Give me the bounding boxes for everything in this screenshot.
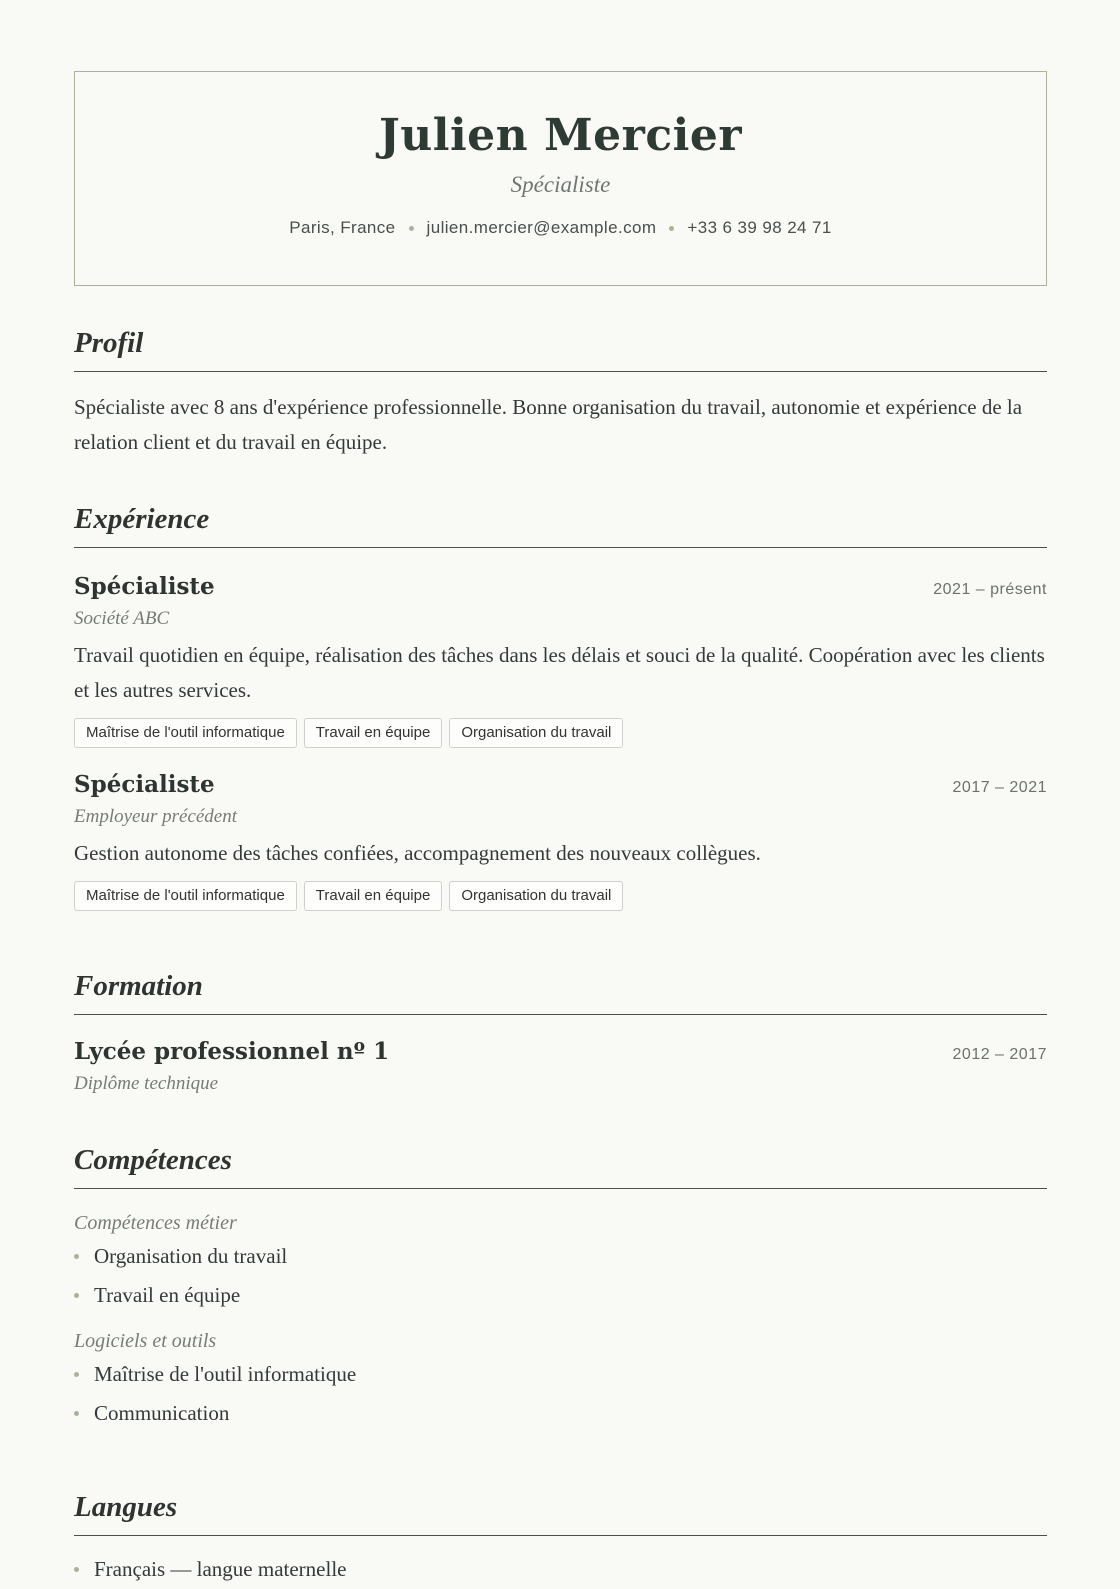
list-item-text: Organisation du travail (94, 1244, 288, 1268)
section-title-education: Formation (74, 968, 1047, 1015)
skill-tag: Maîtrise de l'outil informatique (74, 881, 297, 911)
languages-list (74, 1550, 1047, 1589)
bullet-icon (74, 1293, 79, 1298)
bullet-icon (74, 1372, 79, 1377)
entry-description: Gestion autonome des tâches confiées, accompagnement des nouveaux collègues. (74, 841, 761, 865)
entry-header (74, 572, 1047, 602)
entry-school: Lycée professionnel nº 1 (74, 1038, 390, 1065)
entry-role: Spécialiste (74, 771, 215, 798)
contact-email[interactable]: julien.mercier@example.com (426, 218, 657, 237)
entry-description: Travail quotidien en équipe, réalisation des tâches dans les délais et souci de la qualité. Coopération avec les clients et les autres services. (74, 643, 1045, 702)
list-item (74, 1394, 1047, 1433)
section-experience (74, 501, 1047, 911)
resume-header (74, 71, 1047, 286)
experience-entry (74, 572, 1047, 748)
section-education (74, 968, 1047, 1097)
section-title-skills: Compétences (74, 1142, 1047, 1189)
list-item-text: Français — langue maternelle (94, 1557, 347, 1581)
bullet-icon (74, 1567, 79, 1572)
bullet-icon (74, 1254, 79, 1259)
section-title-languages: Langues (74, 1489, 1047, 1536)
skills-group (74, 1209, 1047, 1315)
skill-tag: Travail en équipe (304, 881, 443, 911)
entry-degree: Diplôme technique (74, 1073, 219, 1094)
section-languages (74, 1489, 1047, 1589)
section-title-profile: Profil (74, 325, 1047, 372)
profile-text: Spécialiste avec 8 ans d'expérience professionnelle. Bonne organisation du travail, autonomie et expérience de la relation client et du travail en équipe. (74, 395, 1023, 454)
separator-dot-icon (409, 226, 414, 231)
skill-tag: Travail en équipe (304, 718, 443, 748)
contact-location: Paris, France (289, 218, 396, 237)
entry-header (74, 1037, 1047, 1067)
list-item-text: Communication (94, 1401, 230, 1425)
list-item (74, 1276, 1047, 1315)
list-item (74, 1355, 1047, 1394)
section-profile (74, 325, 1047, 460)
skills-list (74, 1355, 1047, 1433)
entry-company: Employeur précédent (74, 806, 238, 827)
list-item-text: Maîtrise de l'outil informatique (94, 1362, 357, 1386)
candidate-title: Spécialiste (510, 172, 611, 197)
entry-header (74, 770, 1047, 800)
entry-dates: 2012 – 2017 (952, 1046, 1047, 1063)
contact-line (75, 218, 1046, 238)
skill-tag: Organisation du travail (449, 881, 623, 911)
skills-group-label: Compétences métier (74, 1212, 237, 1234)
entry-dates: 2017 – 2021 (952, 779, 1047, 796)
entry-tags (74, 881, 1047, 911)
entry-dates: 2021 – présent (933, 581, 1047, 598)
entry-tags (74, 718, 1047, 748)
list-item (74, 1550, 1047, 1589)
skill-tag: Maîtrise de l'outil informatique (74, 718, 297, 748)
skills-group-label: Logiciels et outils (74, 1330, 217, 1352)
experience-entry (74, 770, 1047, 911)
entry-company: Société ABC (74, 608, 170, 629)
bullet-icon (74, 1411, 79, 1416)
section-title-experience: Expérience (74, 501, 1047, 548)
candidate-name: Julien Mercier (378, 110, 743, 161)
education-entry (74, 1037, 1047, 1097)
skills-group (74, 1327, 1047, 1433)
separator-dot-icon (669, 226, 674, 231)
skills-list (74, 1237, 1047, 1315)
entry-role: Spécialiste (74, 573, 215, 600)
contact-phone[interactable]: +33 6 39 98 24 71 (687, 218, 832, 237)
list-item (74, 1237, 1047, 1276)
list-item-text: Travail en équipe (94, 1283, 241, 1307)
section-skills (74, 1142, 1047, 1433)
skill-tag: Organisation du travail (449, 718, 623, 748)
